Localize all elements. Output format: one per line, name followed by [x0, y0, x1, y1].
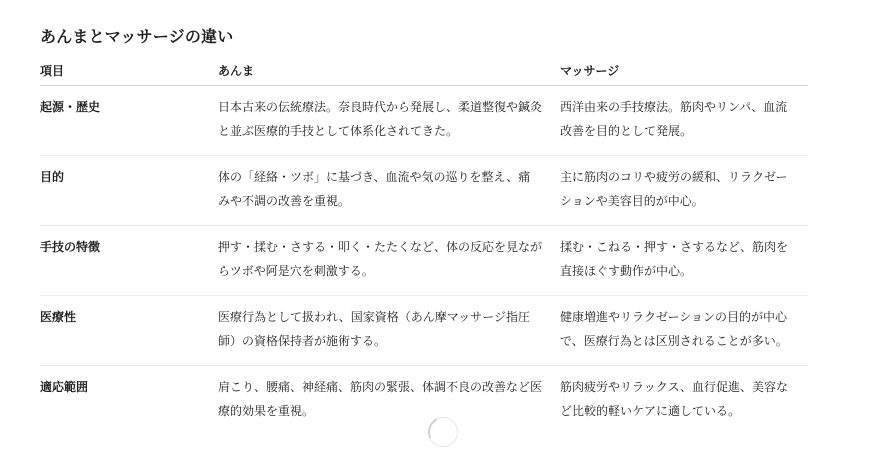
row-massage-cell — [560, 86, 808, 156]
anma-text: 肩こり、腰痛、神経痛、筋肉の緊張、体調不良の改善など医療的効果を重視。 — [218, 380, 543, 418]
row-anma-cell — [218, 226, 560, 296]
massage-text: 西洋由来の手技療法。筋肉やリンパ、血流改善を目的として発展。 — [560, 100, 788, 138]
row-anma-cell — [218, 156, 560, 226]
massage-text: 主に筋肉のコリや疲労の緩和、リラクゼーションや美容目的が中心。 — [560, 170, 788, 208]
column-header-massage: マッサージ — [560, 56, 808, 86]
row-item-label: 手技の特徴 — [40, 226, 218, 296]
column-header-anma: あんま — [218, 56, 560, 86]
row-massage-cell — [560, 366, 808, 436]
table-row — [40, 86, 808, 156]
row-massage-cell — [560, 156, 808, 226]
comparison-table — [40, 56, 808, 435]
page-title: あんまとマッサージの違い — [40, 27, 234, 46]
table-header-row — [40, 56, 808, 86]
table-row — [40, 296, 808, 366]
anma-text: 日本古来の伝統療法。奈良時代から発展し、柔道整復や鍼灸と並ぶ医療的手技として体系化されてきた。 — [218, 100, 543, 138]
table-row — [40, 226, 808, 296]
anma-text: 押す・揉む・さする・叩く・たたくなど、体の反応を見ながらツボや阿是穴を刺激する。 — [218, 240, 543, 278]
row-massage-cell — [560, 296, 808, 366]
massage-text: 健康増進やリラクゼーションの目的が中心で、医療行為とは区別されることが多い。 — [560, 310, 788, 348]
row-item-label: 起源・歴史 — [40, 86, 218, 156]
massage-text: 筋肉疲労やリラックス、血行促進、美容など比較的軽いケアに適している。 — [560, 380, 789, 418]
anma-text: 医療行為として扱われ、国家資格（あん摩マッサージ指圧師）の資格保持者が施術する。 — [218, 310, 531, 348]
spinner-icon — [428, 417, 458, 447]
massage-text: 揉む・こねる・押す・さするなど、筋肉を直接ほぐす動作が中心。 — [560, 240, 789, 278]
row-massage-cell — [560, 226, 808, 296]
table-row — [40, 366, 808, 436]
anma-text: 体の「経絡・ツボ」に基づき、血流や気の巡りを整え、痛みや不調の改善を重視。 — [218, 170, 531, 208]
table-row — [40, 156, 808, 226]
row-item-label: 適応範囲 — [40, 380, 89, 394]
row-anma-cell — [218, 296, 560, 366]
row-item-label: 目的 — [40, 156, 218, 226]
row-anma-cell — [218, 86, 560, 156]
row-item-label: 医療性 — [40, 296, 218, 366]
column-header-item: 項目 — [40, 56, 218, 86]
row-anma-cell — [218, 366, 560, 436]
